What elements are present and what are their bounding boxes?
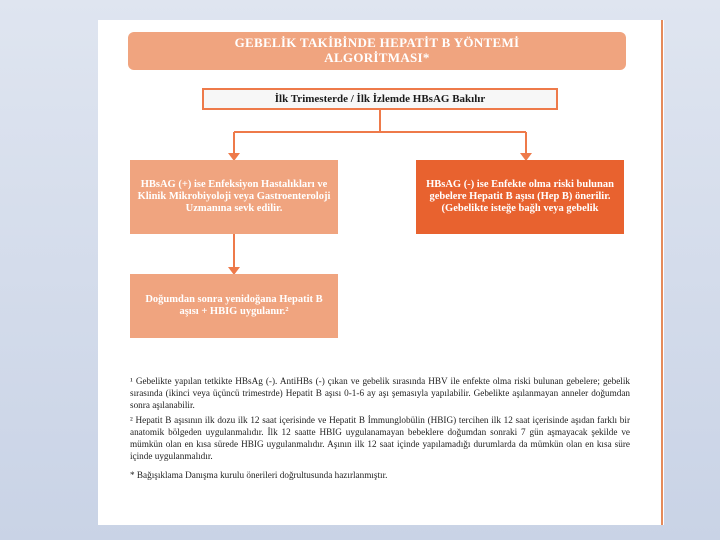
footnote-source: * Bağışıklama Danışma kurulu önerileri doğrultusunda hazırlanmıştır. <box>130 470 388 481</box>
positive-result-box: HBsAG (+) ise Enfeksiyon Hastalıkları ve Klinik Mikrobiyoloji veya Gastroenteroloji Uzmanına sevk edilir. <box>130 160 338 234</box>
postpartum-box: Doğumdan sonra yenidoğana Hepatit B aşısı + HBIG uygulanır.² <box>130 274 338 338</box>
title-line-2: ALGORİTMASI* <box>324 50 430 65</box>
footnote-1 <box>130 376 630 411</box>
footnote-2 <box>130 415 630 462</box>
footnote-2-text: Hepatit B aşısının ilk dozu ilk 12 saat içerisinde ve Hepatit B İmmunglobülin (HBIG) tercihen ilk 12 saat içerisinde aşıdan farklı bir anatomik bölgeden uygulanmalıdır. İlk 12 saatte HBIG uygulanamayan bebeklere doğumdan sonraki 7 gün aşmayacak şekilde ve mümkün olan en kısa sürede HBIG uygulanmalıdır. Aşının ilk 12 saat içinde yapılamadığı durumlarda da mümkün olan en kısa süre içinde uygulanmalıdır. <box>130 415 631 461</box>
document-page <box>98 20 664 525</box>
footnotes <box>130 376 630 486</box>
start-box: İlk Trimesterde / İlk İzlemde HBsAG Bakılır <box>202 88 558 110</box>
footnote-1-mark: ¹ <box>130 376 133 386</box>
negative-result-box: HBsAG (-) ise Enfekte olma riski bulunan gebelere Hepatit B aşısı (Hep B) önerilir. (Gebelikte isteğe bağlı veya gebelik <box>416 160 624 234</box>
footnote-1-text: Gebelikte yapılan tetkikte HBsAg (-). AntiHBs (-) çıkan ve gebelik sırasında HBV ile enfekte olma riski bulunan gebelere; gebelik sırasında (ikinci veya üçüncü trimestrde) Hepatit B aşısı 0-1-6 ay aşı şemasıyla yapılabilir. Gebelikte aşılanmayan anneler doğumdan sonra aşılanabilir. <box>130 376 631 410</box>
footnote-2-mark: ² <box>130 415 133 426</box>
title-line-1: GEBELİK TAKİBİNDE HEPATİT B YÖNTEMİ <box>234 35 520 51</box>
algorithm-title <box>128 32 626 70</box>
